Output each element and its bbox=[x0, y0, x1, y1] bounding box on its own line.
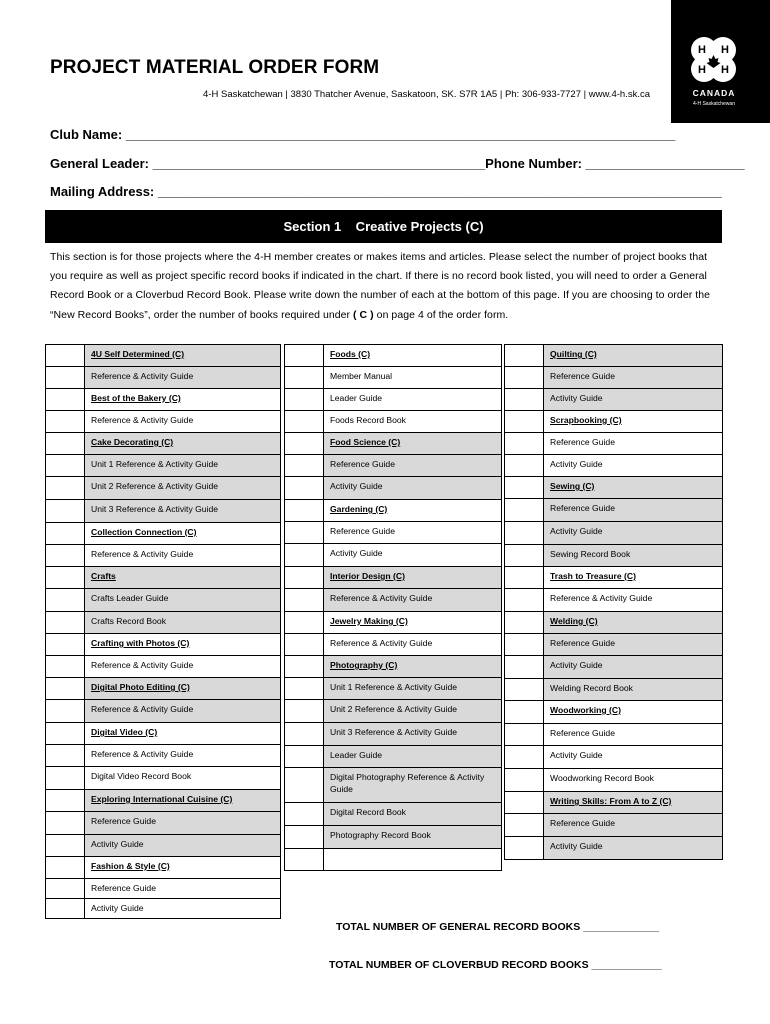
contact-address: 4-H Saskatchewan | 3830 Thatcher Avenue, Saskatoon, SK. S7R 1A5 | Ph: 306-933-7727 | www.4-h.sk.ca bbox=[203, 89, 650, 100]
project-heading: Gardening (C) bbox=[324, 499, 502, 522]
project-heading: Digital Video (C) bbox=[85, 722, 281, 745]
quantity-box[interactable] bbox=[504, 388, 544, 411]
quantity-box[interactable] bbox=[504, 566, 544, 589]
order-row bbox=[284, 566, 502, 589]
svg-text:H: H bbox=[721, 44, 729, 56]
quantity-box[interactable] bbox=[284, 521, 324, 544]
order-row bbox=[504, 633, 723, 656]
order-row bbox=[504, 498, 723, 522]
quantity-box[interactable] bbox=[45, 744, 85, 767]
material-item: Activity Guide bbox=[324, 476, 502, 500]
order-row bbox=[284, 476, 502, 500]
quantity-box[interactable] bbox=[504, 678, 544, 701]
material-item bbox=[324, 848, 502, 871]
quantity-box[interactable] bbox=[504, 611, 544, 634]
order-row bbox=[45, 499, 281, 523]
material-item: Leader Guide bbox=[324, 745, 502, 768]
order-row bbox=[45, 566, 281, 589]
material-item: Unit 3 Reference & Activity Guide bbox=[85, 499, 281, 523]
project-heading: Cake Decorating (C) bbox=[85, 432, 281, 455]
quantity-box[interactable] bbox=[284, 611, 324, 634]
page-title: PROJECT MATERIAL ORDER FORM bbox=[50, 57, 380, 78]
project-column-2 bbox=[284, 344, 502, 871]
material-item: Activity Guide bbox=[544, 454, 723, 477]
order-row bbox=[504, 544, 723, 567]
quantity-box[interactable] bbox=[504, 723, 544, 746]
quantity-box[interactable] bbox=[284, 366, 324, 389]
material-item: Reference Guide bbox=[85, 811, 281, 835]
order-row bbox=[45, 454, 281, 477]
quantity-box[interactable] bbox=[45, 366, 85, 389]
material-item: Photography Record Book bbox=[324, 825, 502, 849]
order-row bbox=[45, 898, 281, 919]
order-row bbox=[504, 432, 723, 455]
material-item: Foods Record Book bbox=[324, 410, 502, 433]
order-row bbox=[45, 766, 281, 790]
order-row bbox=[504, 388, 723, 411]
order-row bbox=[504, 410, 723, 433]
quantity-box[interactable] bbox=[284, 802, 324, 826]
quantity-box[interactable] bbox=[45, 588, 85, 612]
quantity-box[interactable] bbox=[504, 655, 544, 679]
order-row bbox=[504, 344, 723, 367]
project-heading: Fashion & Style (C) bbox=[85, 856, 281, 879]
quantity-box[interactable] bbox=[284, 344, 324, 367]
quantity-box[interactable] bbox=[45, 811, 85, 835]
quantity-box[interactable] bbox=[45, 898, 85, 919]
quantity-box[interactable] bbox=[504, 813, 544, 837]
quantity-box[interactable] bbox=[45, 856, 85, 879]
project-column-1 bbox=[45, 344, 281, 919]
project-column-3 bbox=[504, 344, 723, 860]
order-row bbox=[45, 544, 281, 567]
order-row bbox=[284, 543, 502, 567]
order-row bbox=[284, 848, 502, 871]
order-row bbox=[45, 789, 281, 812]
material-item: Activity Guide bbox=[544, 521, 723, 545]
order-row bbox=[504, 836, 723, 860]
quantity-box[interactable] bbox=[504, 344, 544, 367]
intro-text-end: on page 4 of the order form. bbox=[373, 308, 509, 321]
material-item: Reference Guide bbox=[544, 813, 723, 837]
quantity-box[interactable] bbox=[284, 722, 324, 746]
material-item: Reference & Activity Guide bbox=[85, 410, 281, 433]
quantity-box[interactable] bbox=[45, 655, 85, 678]
quantity-box[interactable] bbox=[284, 825, 324, 849]
material-item: Reference Guide bbox=[544, 723, 723, 746]
order-row bbox=[504, 521, 723, 545]
order-row bbox=[284, 344, 502, 367]
order-row bbox=[504, 566, 723, 589]
quantity-box[interactable] bbox=[504, 366, 544, 389]
quantity-box[interactable] bbox=[504, 745, 544, 769]
order-row bbox=[45, 588, 281, 612]
project-heading: Foods (C) bbox=[324, 344, 502, 367]
quantity-box[interactable] bbox=[284, 410, 324, 433]
mailing-address-field[interactable]: Mailing Address: ______________________________________________________________________________ bbox=[50, 184, 722, 199]
logo-tagline: 4-H Saskatchewan bbox=[693, 101, 735, 107]
material-item: Crafts Leader Guide bbox=[85, 588, 281, 612]
order-row bbox=[504, 366, 723, 389]
order-row bbox=[284, 699, 502, 723]
quantity-box[interactable] bbox=[284, 454, 324, 477]
quantity-box[interactable] bbox=[504, 544, 544, 567]
order-row bbox=[284, 611, 502, 634]
quantity-box[interactable] bbox=[45, 633, 85, 656]
material-item: Reference Guide bbox=[544, 498, 723, 522]
order-row bbox=[504, 700, 723, 724]
project-heading: Quilting (C) bbox=[544, 344, 723, 367]
project-heading: Writing Skills: From A to Z (C) bbox=[544, 791, 723, 814]
quantity-box[interactable] bbox=[45, 722, 85, 745]
quantity-box[interactable] bbox=[45, 878, 85, 899]
quantity-box[interactable] bbox=[45, 699, 85, 723]
material-item: Reference Guide bbox=[324, 521, 502, 544]
logo-country: CANADA bbox=[692, 88, 736, 98]
quantity-box[interactable] bbox=[45, 566, 85, 589]
order-row bbox=[504, 745, 723, 769]
order-row bbox=[504, 476, 723, 499]
order-row bbox=[284, 499, 502, 522]
order-row bbox=[284, 825, 502, 849]
material-item: Reference & Activity Guide bbox=[85, 699, 281, 723]
order-row bbox=[284, 454, 502, 477]
section-title-bar: Section 1 Creative Projects (C) bbox=[45, 210, 722, 243]
material-item: Reference & Activity Guide bbox=[85, 366, 281, 389]
intro-text: This section is for those projects where the 4-H member creates or makes items and articles. Please select the number of project books that you require as well as project specific record books if indicated in the chart. If there is no record book listed, you will need to order a General Record Book or a Cloverbud Record Book. Please write down the number of each at the bottom of this page. If you are choosing to order the “New Record Books”, order the number of books required under bbox=[50, 251, 710, 321]
order-row bbox=[504, 611, 723, 634]
order-row bbox=[45, 856, 281, 879]
order-row bbox=[45, 522, 281, 545]
quantity-box[interactable] bbox=[45, 522, 85, 545]
quantity-box[interactable] bbox=[504, 791, 544, 814]
order-row bbox=[45, 655, 281, 678]
quantity-box[interactable] bbox=[45, 544, 85, 567]
order-row bbox=[45, 366, 281, 389]
order-row bbox=[45, 834, 281, 857]
order-row bbox=[45, 811, 281, 835]
material-item: Reference & Activity Guide bbox=[324, 633, 502, 656]
quantity-box[interactable] bbox=[284, 566, 324, 589]
order-row bbox=[45, 611, 281, 634]
quantity-box[interactable] bbox=[45, 432, 85, 455]
material-item: Activity Guide bbox=[85, 898, 281, 919]
order-row bbox=[504, 791, 723, 814]
material-item: Unit 2 Reference & Activity Guide bbox=[85, 476, 281, 500]
quantity-box[interactable] bbox=[45, 611, 85, 634]
material-item: Activity Guide bbox=[544, 388, 723, 411]
order-row bbox=[284, 655, 502, 678]
project-heading: Crafting with Photos (C) bbox=[85, 633, 281, 656]
order-row bbox=[45, 722, 281, 745]
material-item: Reference Guide bbox=[544, 432, 723, 455]
material-item: Digital Photography Reference & Activity Guide bbox=[324, 767, 502, 803]
quantity-box[interactable] bbox=[284, 588, 324, 612]
order-row bbox=[504, 454, 723, 477]
material-item: Reference Guide bbox=[544, 366, 723, 389]
quantity-box[interactable] bbox=[504, 836, 544, 860]
order-row bbox=[45, 744, 281, 767]
order-row bbox=[284, 410, 502, 433]
quantity-box[interactable] bbox=[504, 476, 544, 499]
project-heading: Welding (C) bbox=[544, 611, 723, 634]
order-row bbox=[284, 722, 502, 746]
order-row bbox=[284, 745, 502, 768]
order-row bbox=[284, 767, 502, 803]
order-row bbox=[45, 388, 281, 411]
intro-bold: ( C ) bbox=[353, 308, 374, 321]
material-item: Unit 1 Reference & Activity Guide bbox=[85, 454, 281, 477]
quantity-box[interactable] bbox=[45, 766, 85, 790]
order-row bbox=[504, 588, 723, 612]
order-row bbox=[284, 366, 502, 389]
material-item: Reference Guide bbox=[324, 454, 502, 477]
section-intro bbox=[50, 248, 720, 325]
order-row bbox=[504, 768, 723, 792]
quantity-box[interactable] bbox=[284, 677, 324, 700]
order-row bbox=[45, 677, 281, 700]
material-item: Crafts Record Book bbox=[85, 611, 281, 634]
material-item: Welding Record Book bbox=[544, 678, 723, 701]
club-name-field[interactable]: Club Name: ____________________________________________________________________________ bbox=[50, 127, 676, 142]
material-item: Activity Guide bbox=[324, 543, 502, 567]
order-row bbox=[45, 699, 281, 723]
order-row bbox=[284, 388, 502, 411]
quantity-box[interactable] bbox=[45, 677, 85, 700]
material-item: Member Manual bbox=[324, 366, 502, 389]
quantity-box[interactable] bbox=[45, 454, 85, 477]
quantity-box[interactable] bbox=[284, 633, 324, 656]
material-item: Digital Video Record Book bbox=[85, 766, 281, 790]
quantity-box[interactable] bbox=[45, 344, 85, 367]
project-heading: Woodworking (C) bbox=[544, 700, 723, 724]
order-row bbox=[284, 633, 502, 656]
order-row bbox=[45, 878, 281, 899]
quantity-box[interactable] bbox=[504, 432, 544, 455]
order-row bbox=[504, 813, 723, 837]
project-heading: Crafts bbox=[85, 566, 281, 589]
order-row bbox=[504, 723, 723, 746]
quantity-box[interactable] bbox=[284, 499, 324, 522]
project-heading: Best of the Bakery (C) bbox=[85, 388, 281, 411]
order-row bbox=[45, 410, 281, 433]
quantity-box[interactable] bbox=[504, 700, 544, 724]
order-row bbox=[45, 344, 281, 367]
general-leader-field[interactable]: General Leader: ______________________________________________Phone Number: ______________________ bbox=[50, 156, 745, 171]
quantity-box[interactable] bbox=[45, 834, 85, 857]
quantity-box[interactable] bbox=[45, 789, 85, 812]
material-item: Reference & Activity Guide bbox=[85, 744, 281, 767]
quantity-box[interactable] bbox=[504, 498, 544, 522]
material-item: Activity Guide bbox=[85, 834, 281, 857]
quantity-box[interactable] bbox=[45, 476, 85, 500]
project-heading: Exploring International Cuisine (C) bbox=[85, 789, 281, 812]
material-item: Activity Guide bbox=[544, 655, 723, 679]
order-row bbox=[284, 521, 502, 544]
quantity-box[interactable] bbox=[284, 655, 324, 678]
quantity-box[interactable] bbox=[284, 476, 324, 500]
order-row bbox=[504, 678, 723, 701]
quantity-box[interactable] bbox=[284, 767, 324, 803]
material-item: Leader Guide bbox=[324, 388, 502, 411]
quantity-box[interactable] bbox=[504, 633, 544, 656]
quantity-box[interactable] bbox=[45, 388, 85, 411]
project-heading: Digital Photo Editing (C) bbox=[85, 677, 281, 700]
quantity-box[interactable] bbox=[504, 410, 544, 433]
quantity-box[interactable] bbox=[284, 699, 324, 723]
total-general-record-books[interactable]: TOTAL NUMBER OF GENERAL RECORD BOOKS _____________ bbox=[336, 921, 660, 933]
material-item: Activity Guide bbox=[544, 745, 723, 769]
material-item: Unit 2 Reference & Activity Guide bbox=[324, 699, 502, 723]
order-row bbox=[45, 432, 281, 455]
quantity-box[interactable] bbox=[284, 543, 324, 567]
material-item: Digital Record Book bbox=[324, 802, 502, 826]
material-item: Reference & Activity Guide bbox=[85, 655, 281, 678]
quantity-box[interactable] bbox=[504, 768, 544, 792]
quantity-box[interactable] bbox=[504, 588, 544, 612]
order-row bbox=[284, 588, 502, 612]
quantity-box[interactable] bbox=[504, 521, 544, 545]
material-item: Unit 1 Reference & Activity Guide bbox=[324, 677, 502, 700]
quantity-box[interactable] bbox=[504, 454, 544, 477]
quantity-box[interactable] bbox=[284, 388, 324, 411]
material-item: Sewing Record Book bbox=[544, 544, 723, 567]
material-item: Reference & Activity Guide bbox=[544, 588, 723, 612]
project-heading: Collection Connection (C) bbox=[85, 522, 281, 545]
order-row bbox=[284, 677, 502, 700]
svg-text:H: H bbox=[721, 64, 729, 76]
quantity-box[interactable] bbox=[284, 432, 324, 455]
quantity-box[interactable] bbox=[284, 848, 324, 871]
material-item: Activity Guide bbox=[544, 836, 723, 860]
material-item: Woodworking Record Book bbox=[544, 768, 723, 792]
project-heading: Photography (C) bbox=[324, 655, 502, 678]
total-cloverbud-record-books[interactable]: TOTAL NUMBER OF CLOVERBUD RECORD BOOKS ____________ bbox=[329, 959, 662, 971]
material-item: Reference Guide bbox=[85, 878, 281, 899]
material-item: Reference & Activity Guide bbox=[324, 588, 502, 612]
material-item: Reference & Activity Guide bbox=[85, 544, 281, 567]
quantity-box[interactable] bbox=[45, 499, 85, 523]
project-heading: Food Science (C) bbox=[324, 432, 502, 455]
4h-canada-logo bbox=[671, 0, 770, 123]
order-row bbox=[284, 802, 502, 826]
project-heading: 4U Self Determined (C) bbox=[85, 344, 281, 367]
svg-text:H: H bbox=[698, 64, 706, 76]
project-heading: Jewelry Making (C) bbox=[324, 611, 502, 634]
project-heading: Interior Design (C) bbox=[324, 566, 502, 589]
order-row bbox=[45, 633, 281, 656]
quantity-box[interactable] bbox=[284, 745, 324, 768]
order-row bbox=[504, 655, 723, 679]
material-item: Unit 3 Reference & Activity Guide bbox=[324, 722, 502, 746]
svg-text:H: H bbox=[698, 44, 706, 56]
order-row bbox=[45, 476, 281, 500]
order-row bbox=[284, 432, 502, 455]
material-item: Reference Guide bbox=[544, 633, 723, 656]
quantity-box[interactable] bbox=[45, 410, 85, 433]
project-heading: Scrapbooking (C) bbox=[544, 410, 723, 433]
project-heading: Trash to Treasure (C) bbox=[544, 566, 723, 589]
project-heading: Sewing (C) bbox=[544, 476, 723, 499]
